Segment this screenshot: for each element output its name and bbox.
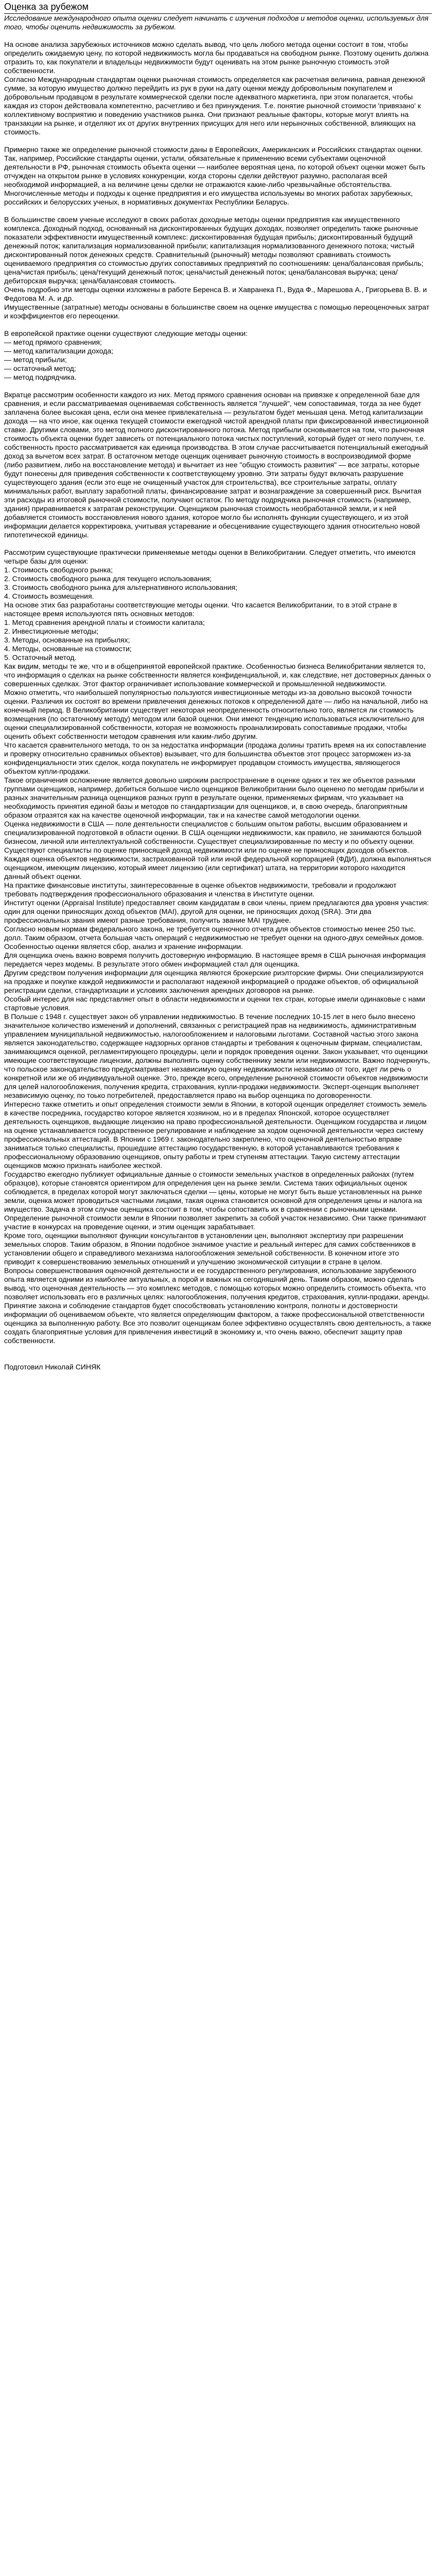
list-item: — метод прямого сравнения; (4, 338, 102, 346)
paragraph: 3. Методы, основанные на прибылях; (4, 636, 130, 644)
paragraph: Многочисленные методы и подходы к оценке предприятия и его имущества используемы во многих работах зарубежных, российских и белорусских ученых, в нормативных документах Республики Беларусь. (4, 189, 413, 206)
paragraph: В европейской практике оценки существуют следующие методы оценки: (4, 329, 248, 337)
paragraph: 2. Инвестиционные методы; (4, 627, 99, 635)
paragraph: Согласно новым нормам федерального закона, не требуется оценочного отчета для объектов стоимостью менее 250 тыс. долл. Таким образом, отчета большая часть операций с недвижимостью не требует оценки на одного-двух семейных домов. (4, 925, 424, 942)
paragraph: 1. Стоимость свободного рынка; (4, 566, 113, 574)
article-body (4, 40, 432, 1345)
paragraph: Особенностью оценки является сбор, анализ и хранение информации. (4, 942, 243, 951)
article-section (4, 329, 432, 382)
paragraph: Оценка недвижимости в США — поле деятельности специалистов с большим опытом работы, высшим образованием и специализированной подготовкой в области оценки. В США оценщики недвижимости, как правило, не занимаются большой бизнесом, личной или интеллектуальной собственности. Существует специализированные по месту и по объекту оценки. Существуют специалисты по оценке приносящей доход недвижимости или по оценке не приносящих доходов объектов. (4, 820, 422, 854)
list-item: — метод капитализации дохода; (4, 347, 113, 355)
methods-list (4, 338, 432, 382)
paragraph: Очень подробно эти методы оценки изложены в работе Беренса В. и Хавранека П., Вуда Ф., Марешова А., Григорьева В. В. и Федотова М. А. и др. (4, 285, 427, 302)
page-title: Оценка за рубежом (4, 1, 432, 14)
paragraph: Государство ежегодно публикует официальные данные о стоимости земельных участков в определенных районах (путем образцов), которые становятся ориентиром для определения цен на рынке земли. Система таких официальных оценок соблюдается, в пределах которой могут заключаться сделки — цены, которые не могут быть выше установленных на рынке земли, оценка может проводиться частными лицами, такая оценка становится основной для определения цены и налога на имущество. Задача в этом случае оценщика состоит в том, чтобы сопоставить их в сравнении с рыночными ценами. Определение рыночной стоимости земли в Японии позволяет закрепить за собой участок независимо. Они также принимают участие в конкурсах на проведение оценки, и этим оценщик зарабатывает. (4, 1170, 427, 1231)
paragraph: На основе анализа зарубежных источников можно сделать вывод, что цель любого метода оценки состоит в том, чтобы определить ожидаемую цену, по которой недвижимость могла бы продаваться на свободном рынке. Поэтому оценить должна отразить то, как покупатели и владельцы недвижимости будут оценивать на этом рынке рыночную стоимость этой собственности. (4, 40, 429, 75)
paragraph: 1. Метод сравнения арендной платы и стоимости капитала; (4, 618, 205, 626)
paragraph: Институт оценки (Appraisal Institute) предоставляет своим кандидатам в свои члены, прием предлагаются два уровня участия: один для оценки приносящих доход объектов (МАI), другой для оценки, не приносящих доход (SRA). Эти два профессиональных звания имеют разные требования, получить звание МАI труднее. (4, 899, 429, 924)
article-section (4, 548, 432, 1345)
paragraph: Для оценщика очень важно вовремя получить достоверную информацию. В настоящее время в США рыночная информация передается через модемы. В результате этого обмен информацией стал для оценщика. (4, 951, 426, 968)
author-signature: Подготовил Николай СИНЯК (4, 1363, 101, 1371)
paragraph: Каждая оценка объектов недвижимости, застрахованной той или иной федеральной корпорацией (ФДИ), должна выполняться оценщиком, имеющим лицензию, который имеет лицензию (или сертификат) штата, на территории которого находится данный объект оценки. (4, 855, 431, 880)
paragraph: На основе этих баз разработаны соответствующие методы оценки. Что касается Великобритании, то в этой стране в настоящее время используются пять основных методов: (4, 601, 397, 618)
paragraph: В Польше с 1948 г. существует закон об управлении недвижимостью. В течение последних 10-15 лет в него было внесено значительное количество изменений и дополнений, связанных с регистрацией прав на недвижимость, административным управлением муниципальной недвижимостью, налогообложением и налоговыми льготами. Составной частью этого закона является законодательство, содержащее надзорных органов стандарты и требования к оценочным фирмам, специалистам, занимающимся оценкой, регламентирующего процедуры, цели и порядок проведения оценки. Закон указывает, что оценщики имеющие соответствующие лицензии, должны выполнять оценку собственнику земли или недвижимости. Важно подчеркнуть, что польское законодательство предусматривает независимую оценку недвижимости независимо от того, идет ли речь о конкретной или же об индивидуальной оценке. Это, прежде всего, определение рыночной стоимости объектов недвижимости для целей налогообложения, получения кредита, страхования, купли-продажи недвижимости. Эксперт-оценщик выполняет независимую оценку, по тоько потребителей, предоставляется право на выбор оценщика по договоренности. (4, 1012, 430, 1099)
paragraph: Так, например, Российские стандарты оценки, устали, обязательные к применению всеми субъектами оценочной деятельности в РФ, рыночная стоимость объекта оценки — наиболее вероятная цена, по которой объект оценки может быть отчужден на открытом рынке в условиях конкуренции, когда стороны сделки действуют разумно, располагая всей необходимой информацией, а на величине цены сделки не отражаются какие-либо чрезвычайные обстоятельства. (4, 154, 426, 189)
paragraph: 2. Стоимость свободного рынка для текущего использования; (4, 574, 212, 583)
paragraph: 4. Стоимость возмещения. (4, 592, 94, 600)
article-section (4, 391, 432, 539)
paragraph: Особый интерес для нас представляет опыт в области недвижимости и оценки тех стран, которые имели одинаковые с нами стартовые условия. (4, 995, 425, 1012)
paragraph: Имущественные (затратные) методы основаны в большинстве своем на оценке имущества с помощью переоценочных затрат и коэффициентов его переоценки. (4, 303, 430, 320)
paragraph: Рассмотрим существующие практически применяемые методы оценки в Великобритании. Следует отметить, что имеются четыре базы для оценки: (4, 548, 416, 565)
paragraph: Примерно также же определение рыночной стоимости даны в Европейских, Американских и Российских стандартах оценки. (4, 145, 423, 154)
article (0, 1, 436, 1371)
list-item: — остаточный метод; (4, 364, 76, 372)
paragraph: 3. Стоимость свободного рынка для альтернативного использования; (4, 583, 238, 591)
paragraph: Интересно также отметить и опыт определения стоимости земли в Японии, в которой оценщик определяет стоимость земель в качестве посредника, государство которое является хозяином, но и в пределах Японской, которое осуществляет деятельность оценщиков, выдающие лицензию на право профессиональной деятельности. Оценщиком государства и лицом на оценке устанавливается государственное регулирование и наблюдение за ходом оценочной деятельности через систему профессиональных аттестаций. В Японии с 1969 г. законодательно закреплено, что оценочной деятельностью вправе заниматься только специалисты, прошедшие аттестацию государственную, в которой устанавливаются требования к профессиональному образованию оценщиков, опыту работы и трем ступеням аттестации. Такую систему аттестации оценщиков можно признать наиболее жесткой. (4, 1100, 427, 1170)
paragraph: Вкратце рассмотрим особенности каждого из них. Метод прямого сравнения основан на привязке к определенной базе для сравнения, и если рассматриваемая оцениваемая собственность является "лучшей", чем сопоставимая, тогда за нее будет заплачена более высокая цена, если она менее привлекательна — результатом будет меньшая цена. Метод капитализации дохода — на что иное, как оценка текущей стоимости ежегодной чистой арендной платы при фиксированной инвестиционной ставке. Другими словами, это метод полного дисконтированного потока. Метод прибыли основывается на том, что рыночная стоимость объекта оценки будет зависеть от потенциального потока чистых поступлений, который будет от него получен, т.е. собственность просто рассматривается как единица производства. В этом случае рассчитывается потенциальный ежегодный доход за вычетом всех затрат. В остаточном методе оценщик оценивает рыночную стоимость в воспроизводимой форме (либо развитием, либо на восстановление метода) и вычитает из нее "общую стоимость развития" — все затраты, которые будут понесены для приведения собственности к соответствующему уровню. Эти затраты будут включать разрушение существующего здания (если это еще не очищенный участок для строительства), все строительные затраты, оплату минимальных работ, выплату заработной платы, финансирование затрат и вознаграждение за совершенный риск. Вычитая эти расходы из итоговой рыночной стоимости, получают остаток. По методу подрядчика рыночная стоимость (например, здания) приравнивается к затратам реконструкции. Оценщиком рыночная стоимость необработанной земли, и к ней добавляется стоимость восстановления нового здания, которое могло бы исполнять функции существующего, и из этой информации делается корректировка, учитывая устаревание и обесценивание существующего здания относительно новой гипотетической единицы. (4, 391, 429, 539)
article-lead: Исследование международного опыта оценки следует начинать с изучения подходов и методов оценки, используемых для того, чтобы оценить недвижимость за рубежом. (4, 14, 429, 31)
list-item: — метод прибыли; (4, 355, 67, 364)
paragraph: Можно отметить, что наибольшей популярностью пользуются инвестиционные методы из-за довольно высокой точности оценки. Различия их состоят во времени привлечения денежных потоков к определенной дате — либо на начальной, либо на конечный период. В Великобритании существует некоторая неопределенность относительно того, является ли стоимость возмещения (по остаточному методу) методом или базой оценки. Они имеют тенденцию использоваться исключительно для оценки специализированной собственности, которая не возможность проанализировать сопоставимые продажи, чтобы оценить объект собственности методом сравнения или каким-либо другим. (4, 688, 428, 740)
paragraph: Другим средством получения информации для оценщика являются брокерские риэлторские фирмы. Они специализируются на продаже и покупке каждой недвижимости и располагают надежной информацией о продаже объектов, об официальной регистрации сделки, стандартизации и условиях заключения арендных договоров на рынке. (4, 969, 424, 994)
paragraph: Такое ограничения осложнение является довольно широким распространение в оценке одних и тех же объектов разными группами оценщиков, например, добиться большое число оценщиков Великобритании было оценено по методам прибыли и разных значительным разница оценщиков разных групп в результате оценки, применяемых фирмам, что указывает на необходимость принятия единой базы и методов по стандартизации для оценщиков, и, в свою очередь, благоприятным образом отразятся как на качестве оценочной информации, так и на качестве самой методологии оценки. (4, 776, 424, 819)
paragraph: Вопросы совершенствования оценочной деятельности и ее государственного регулирования, использование зарубежного опыта является одними из наиболее актуальных, а порой и важных на сегодняшний день. Таким образом, можно сделать вывод, что оценочная деятельность — это комплекс методов, с помощью которых можно определить стоимость объекта, что позволяет использовать его в различных целях: налогообложения, получения кредитов, страхования, купли-продажи, аренды. Принятие закона и соблюдение стандартов будет способствовать установлению контроля, полноты и достоверности информации об оцениваемом объекте, что является определяющим фактором, а также профессиональной ответственности оценщика за выполненную работу. Все это позволит оценщикам более эффективно осуществлять свою деятельность, а также создать благоприятные условия для привлечения инвестиций в экономику и, что очень важно, обеспечит защиту прав собственности. (4, 1266, 431, 1345)
paragraph: На практике финансовые институты, заинтересованные в оценке объектов недвижимости, требовали и продолжают требовать подтверждения профессионального образования и членства в Институте оценки. (4, 881, 397, 898)
paragraph: В большинстве своем ученые исследуют в своих работах доходные методы оценки предприятия как имущественного комплекса. Доходный подход, основанный на дисконтированных будущих доходах, позволяет определить также рыночные показатели эффективности имущественный комплекс: дисконтированная будущая прибыль; дисконтированный будущий денежный поток; капитализация нормализованной прибыли; капитализация нормализованного денежного потока; чистый дисконтированный поток денежных средств. Сравнительный (рыночный) методы позволяют сравнивать стоимость оцениваемого предприятия со стоимостью других сопоставимых предприятий по соотношениям: цена/балансовая прибыль; цена/чистая прибыль; цена/текущий денежный поток; цена/чистый денежный поток; цена/балансовая выручка; цена/дебиторская выручка; цена/балансовая стоимость. (4, 215, 424, 285)
article-section (4, 40, 432, 137)
paragraph: 5. Остаточный метод. (4, 653, 77, 662)
list-item: — метод подрядчика. (4, 373, 77, 381)
paragraph: Кроме того, оценщики выполняют функции консультантов в установлении цен, выполняют экспертизу при разрешении земельных споров. Таким образом, в Японии подобное значимое участие и реальный интерес для самих собственников в установлении общего и справедливого механизма налогообложения земельной собственности. В конечном итоге это приводит к совершенствованию земельных отношений и улучшению экономической ситуации в стране в целом. (4, 1231, 416, 1266)
paragraph: 4. Методы, основанные на стоимости; (4, 645, 132, 653)
paragraph: Согласно Международным стандартам оценки рыночная стоимость определяется как расчетная величина, равная денежной сумме, за которую имущество должно перейдить из рук в руки на дату оценки между добровольным покупателем и добровольным продавцом в результате коммерческой сделки после адекватного маркетинга, при этом полагается, чтобы каждая из сторон действовала компетентно, расчетливо и без принуждения. Т.е. понятие рыночной стоимости 'привязано' к коллективному восприятию и поведению участников рынка. Они признают реальные факторы, которые могут влиять на транзакции на рынке, и отделяют их от других внутренних присущих для него или нерыночных собственной, влияющих на стоимость. (4, 75, 425, 136)
article-section (4, 145, 432, 207)
paragraph: Как видим, методы те же, что и в общепринятой европейской практике. Особенностью бизнеса Великобритании является то, что информация о сделках на рынке собственности является конфиденциальной, и, как следствие, нет достоверных данных о совершенных сделках. Этот фактор ограничивает использование коммерческой и промышленной недвижимости. (4, 662, 431, 688)
article-section (4, 215, 432, 320)
paragraph: Что касается сравнительного метода, то он за недостатка информации (продажа долины тратить время на их сопоставление и проверку относительно сравнимых объектов) вызывает, что для большинства объектов этот процесс заторможен из-за конфиденциальности этих сделок, когда покупатель не информирует продавцом стоимость имущества, являющегося объектом купли-продажи. (4, 741, 427, 775)
